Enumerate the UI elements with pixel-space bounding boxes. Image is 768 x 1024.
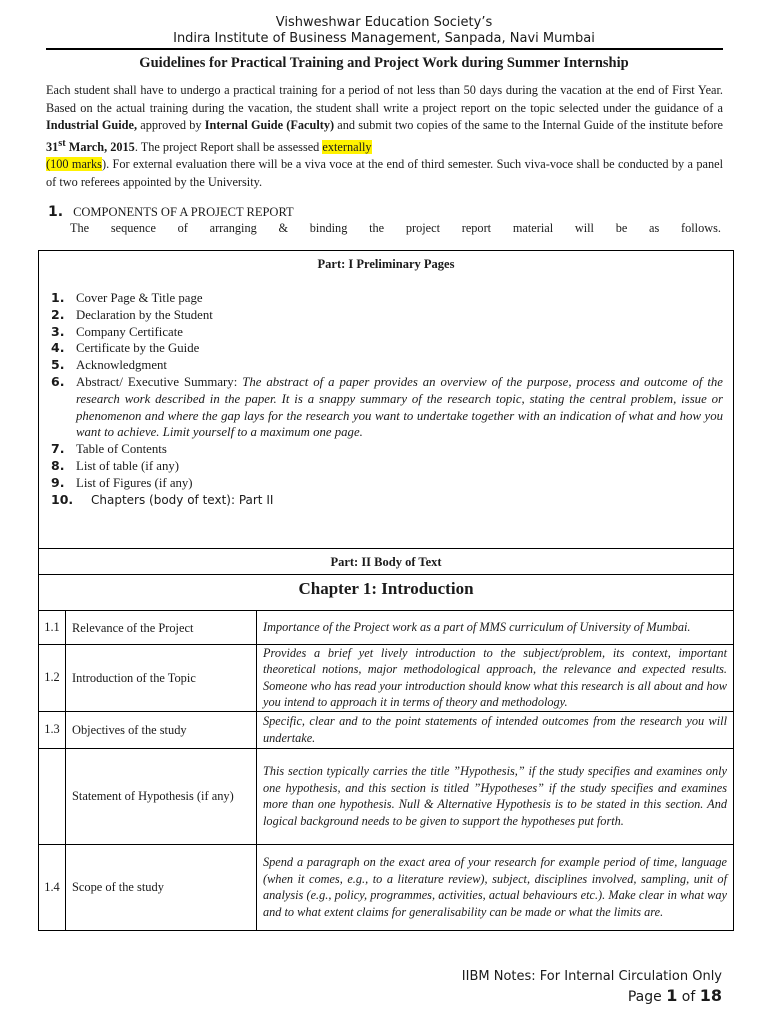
preliminary-pages-box [38, 250, 734, 549]
row-label: Objectives of the study [66, 711, 257, 748]
list-item-number: 6. [51, 373, 65, 389]
deadline-date: 31st March, 2015 [46, 137, 135, 154]
list-item [51, 357, 733, 374]
part2-heading: Part: II Body of Text [330, 555, 442, 569]
chapter-contents-table [38, 610, 734, 931]
footer-note: IIBM Notes: For Internal Circulation Only [461, 969, 722, 984]
preliminary-list [39, 290, 733, 508]
list-item [51, 374, 733, 441]
list-item-text: Declaration by the Student [76, 307, 213, 322]
row-number: 1.1 [39, 611, 66, 645]
chapter-heading-box [38, 575, 734, 611]
internal-guide-term: Internal Guide (Faculty) [204, 118, 335, 132]
row-description: Importance of the Project work as a part of MMS curriculum of University of Mumbai. [257, 611, 734, 645]
list-item-text: List of Figures (if any) [76, 475, 193, 490]
chapter-title: Chapter 1: Introduction [298, 579, 474, 598]
list-item [51, 441, 733, 458]
list-item [51, 492, 733, 509]
list-item-number: 7. [51, 441, 65, 457]
intro-paragraph: Each student shall have to undergo a practical training for a period of not less than 50 days during the vacation at the end of First Year. Based on the actual training during the vacation, the student shall write a project report on the topic selected under the guidance of a Industrial Guide, approved by Internal Guide (Faculty) and submit two copies of the same to the Internal Guide of the institute before 31st March, 2015. The project Report shall be assessed externally (100 marks). For external evaluation there will be a viva voce at the end of third semester. Such viva-voce shall be conducted by a panel of two referees appointed by the University. [46, 83, 723, 189]
row-label: Relevance of the Project [66, 611, 257, 645]
row-number: 1.3 [39, 711, 66, 748]
list-item-number: 1. [51, 290, 65, 305]
document-title: Guidelines for Practical Training and Project Work during Summer Internship [139, 55, 629, 71]
table-row [39, 711, 734, 748]
row-description: Specific, clear and to the point statements of intended outcomes from the research you will undertake. [257, 711, 734, 748]
part2-heading-box [38, 549, 734, 575]
list-item [51, 475, 733, 492]
header-divider [46, 48, 723, 50]
table-row [39, 645, 734, 712]
highlight-marks: (100 marks [46, 157, 102, 172]
row-label: Introduction of the Topic [66, 645, 257, 712]
row-label: Scope of the study [66, 844, 257, 930]
list-item-text: Cover Page & Title page [76, 291, 203, 305]
list-item-number: 3. [51, 323, 65, 339]
sequence-note: The sequence of arranging & binding the project report material will be as follows. [70, 221, 721, 235]
list-item-number: 2. [51, 306, 65, 322]
list-item-text: List of table (if any) [76, 458, 180, 473]
institution-name: Indira Institute of Business Management, Sanpada, Navi Mumbai [173, 31, 595, 46]
institution-society-name: Vishweshwar Education Society’s [275, 15, 493, 30]
row-number: 1.2 [39, 645, 66, 712]
row-description: Spend a paragraph on the exact area of your research for example period of time, language (when it comes, e.g., to a literature review), subject, disciplines involved, sampling, unit of analysis (e.g., policy, programmes, activities, actual behaviours etc.). Make clear in what way and to what extent claims for generalisability can be made or what the limits are. [257, 844, 734, 930]
list-item-text: Abstract/ Executive Summary: The abstract of a paper provides an overview of the purpose, process and outcome of the research work described in the paper. It is a snappy summary of the research topic, stating the central problem, issue or phenomenon and where the gap lays for the research you want to undertake together with an indication of what and how you want to achieve. Limit yourself to a maximum one page. [76, 374, 723, 440]
industrial-guide-term: Industrial Guide, [46, 118, 138, 132]
list-item-text: Company Certificate [76, 324, 183, 339]
page-number: Page 1 of 18 [627, 986, 722, 1005]
part1-heading: Part: I Preliminary Pages [317, 257, 455, 271]
row-description: Provides a brief yet lively introduction to the subject/problem, its context, important theoretical notions, major methodological approach, the relevance and expected results. Someone who has read your introduction should know what this research is all about and how you intend to approach it in terms of theory and methodology. [257, 645, 734, 712]
list-item-text: Table of Contents [76, 442, 167, 457]
list-item [51, 324, 733, 341]
table-row [39, 748, 734, 844]
list-item-text: Certificate by the Guide [76, 341, 200, 356]
list-item-number: 9. [51, 474, 65, 490]
row-description: This section typically carries the title ”Hypothesis,” if the study specifies and examines only one hypothesis, and this section is titled ”Hypotheses” if the study specifies and examines more than one hypothesis. Null & Alternative Hypothesis is to be stated in this section. And logical background needs to be given to support the hypotheses put forth. [257, 748, 734, 844]
table-row [39, 611, 734, 645]
list-item [51, 458, 733, 475]
list-item-text: Chapters (body of text): Part II [91, 492, 274, 507]
row-number [39, 748, 66, 844]
list-item-number: 10. [51, 491, 74, 507]
highlight-externally: externally [322, 139, 372, 154]
table-row [39, 844, 734, 930]
row-label: Statement of Hypothesis (if any) [66, 748, 257, 844]
list-item-number: 5. [51, 357, 65, 373]
list-item [51, 307, 733, 324]
list-item [51, 340, 733, 357]
section-heading: 1. COMPONENTS OF A PROJECT REPORT [48, 204, 294, 220]
list-item [51, 290, 733, 307]
row-number: 1.4 [39, 844, 66, 930]
list-item-text: Acknowledgment [76, 358, 167, 373]
list-item-number: 4. [51, 340, 65, 356]
list-item-number: 8. [51, 457, 65, 473]
